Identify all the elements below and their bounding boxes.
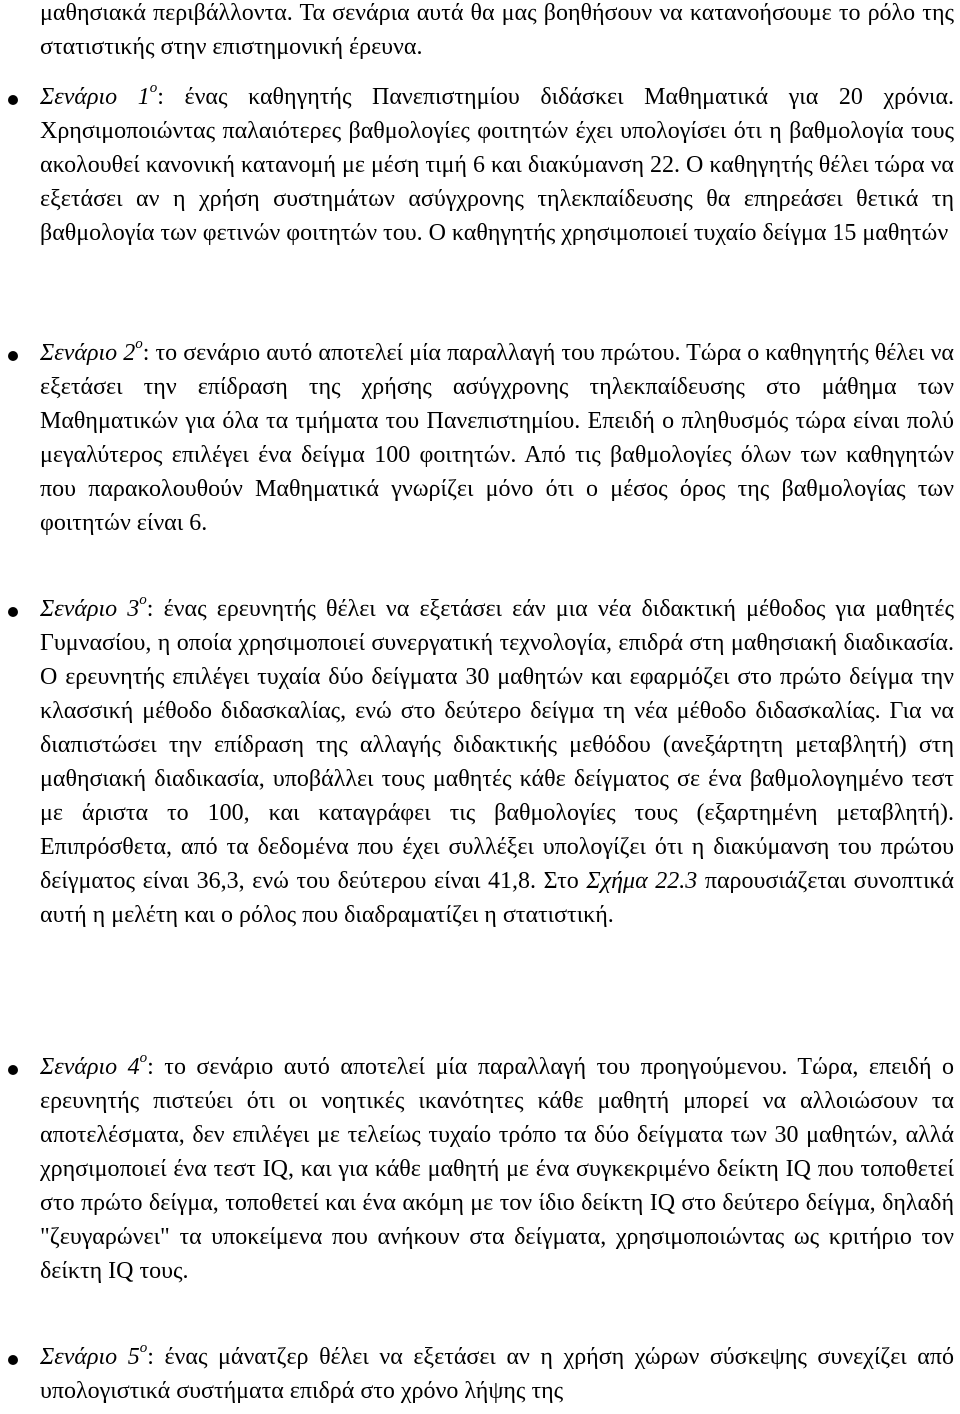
scenario-3-label: Σενάριο $3^o$ (40, 592, 147, 622)
scenario-5-paragraph (40, 1340, 954, 1408)
scenario-3-text-after: παρουσιάζεται συνοπτικά αυτή η μελέτη και ο ρόλος που διαδραματίζει η στατιστική. (40, 868, 954, 928)
scenario-1-label: Σενάριο $1^o$ (40, 80, 158, 110)
bullet-icon (8, 351, 18, 361)
scenario-4-label: Σενάριο $4^o$ (40, 1050, 148, 1080)
bullet-icon (8, 1065, 18, 1075)
figure-reference-link[interactable]: Σχήμα 22.3 (586, 868, 698, 894)
scenario-2-label: Σενάριο $2^o$ (40, 336, 143, 366)
bullet-icon (8, 607, 18, 617)
intro-paragraph: μαθησιακά περιβάλλοντα. Τα σενάρια αυτά θα μας βοηθήσουν να κατανοήσουμε το ρόλο της στατιστικής στην επιστημονική έρευνα. (40, 0, 954, 60)
scenario-4-paragraph (40, 1050, 954, 1288)
bullet-icon (8, 1355, 18, 1365)
scenario-5-text: : ένας μάνατζερ θέλει να εξετάσει αν η χρήση χώρων σύσκεψης συνεχίζει από υπολογιστικά συστήματα επιδρά στο χρόνο λήψης της (40, 1344, 955, 1404)
scenario-2-text: : το σενάριο αυτό αποτελεί μία παραλλαγή του πρώτου. Τώρα ο καθηγητής θέλει να εξετάσει την επίδραση της χρήσης ασύγχρονης τηλεκπαίδευσης στο μάθημα των Μαθηματικών για όλα τα τμήματα του Πανεπιστημίου. Επειδή ο πληθυσμός τώρα είναι πολύ μεγαλύτερος επιλέγει ένα δείγμα 100 φοιτητών. Από τις βαθμολογίες όλων των καθηγητών που παρακολουθούν Μαθηματικά γνωρίζει μόνο ότι ο μέσος όρος της βαθμολογίας των φοιτητών είναι 6. (40, 340, 954, 536)
scenario-5-label: Σενάριο $5^o$ (40, 1340, 148, 1370)
bullet-icon (8, 95, 18, 105)
scenario-3-paragraph (40, 592, 954, 932)
scenario-1-text: : ένας καθηγητής Πανεπιστημίου διδάσκει Μαθηματικά για 20 χρόνια. Χρησιμοποιώντας παλαιότερες βαθμολογίες φοιτητών έχει υπολογίσει ότι η βαθμολογία τους ακολουθεί κανονική κατανομή με μέση τιμή 6 και διακύμανση 22. Ο καθηγητής θέλει τώρα να εξετάσει αν η χρήση συστημάτων ασύγχρονης τηλεκπαίδευσης θα επηρεάσει θετικά τη βαθμολογία των φετινών φοιτητών του. Ο καθηγητής χρησιμοποιεί τυχαίο δείγμα 15 μαθητών (40, 84, 955, 246)
scenario-3-text: : ένας ερευνητής θέλει να εξετάσει εάν μια νέα διδακτική μέθοδος για μαθητές Γυμνασίου, η οποία χρησιμοποιεί συνεργατική τεχνολογία, επιδρά στη μαθησιακή διαδικασία. Ο ερευνητής επιλέγει τυχαία δύο δείγματα 30 μαθητών και εφαρμόζει στο πρώτο δείγμα την κλασσική μέθοδο διδασκαλίας, ενώ στο δεύτερο δείγμα τη νέα μέθοδο διδασκαλίας. Για να διαπιστώσει την επίδραση της αλλαγής διδακτικής μεθόδου (ανεξάρτητη μεταβλητή) στη μαθησιακή διαδικασία, υποβάλλει τους μαθητές κάθε δείγματος σε ένα βαθμολογημένο τεστ με άριστα το 100, και καταγράφει τις βαθμολογίες τους (εξαρτημένη μεταβλητή). Επιπρόσθετα, από τα δεδομένα που έχει συλλέξει υπολογίζει ότι η διακύμανση του πρώτου δείγματος είναι 36,3, ενώ του δεύτερου είναι 41,8. Στο (40, 596, 954, 894)
scenario-4-text: : το σενάριο αυτό αποτελεί μία παραλλαγή του προηγούμενου. Τώρα, επειδή ο ερευνητής πιστεύει ότι οι νοητικές ικανότητες κάθε μαθητή μπορεί να αλλοιώσουν τα αποτελέσματα, δεν επιλέγει με τελείως τυχαίο τρόπο τα δύο δείγματα των 30 μαθητών, αλλά χρησιμοποιεί ένα τεστ IQ, και για κάθε μαθητή με ένα συγκεκριμένο δείκτη IQ που τοποθετεί στο πρώτο δείγμα, τοποθετεί και ένα ακόμη με τον ίδιο δείκτη IQ στο δεύτερο δείγμα, δηλαδή "ζευγαρώνει" τα υποκείμενα που ανήκουν στα δείγματα, χρησιμοποιώντας ως κριτήριο τον δείκτη IQ τους. (40, 1054, 954, 1284)
scenario-1-paragraph (40, 80, 954, 250)
scenario-2-paragraph (40, 336, 954, 540)
